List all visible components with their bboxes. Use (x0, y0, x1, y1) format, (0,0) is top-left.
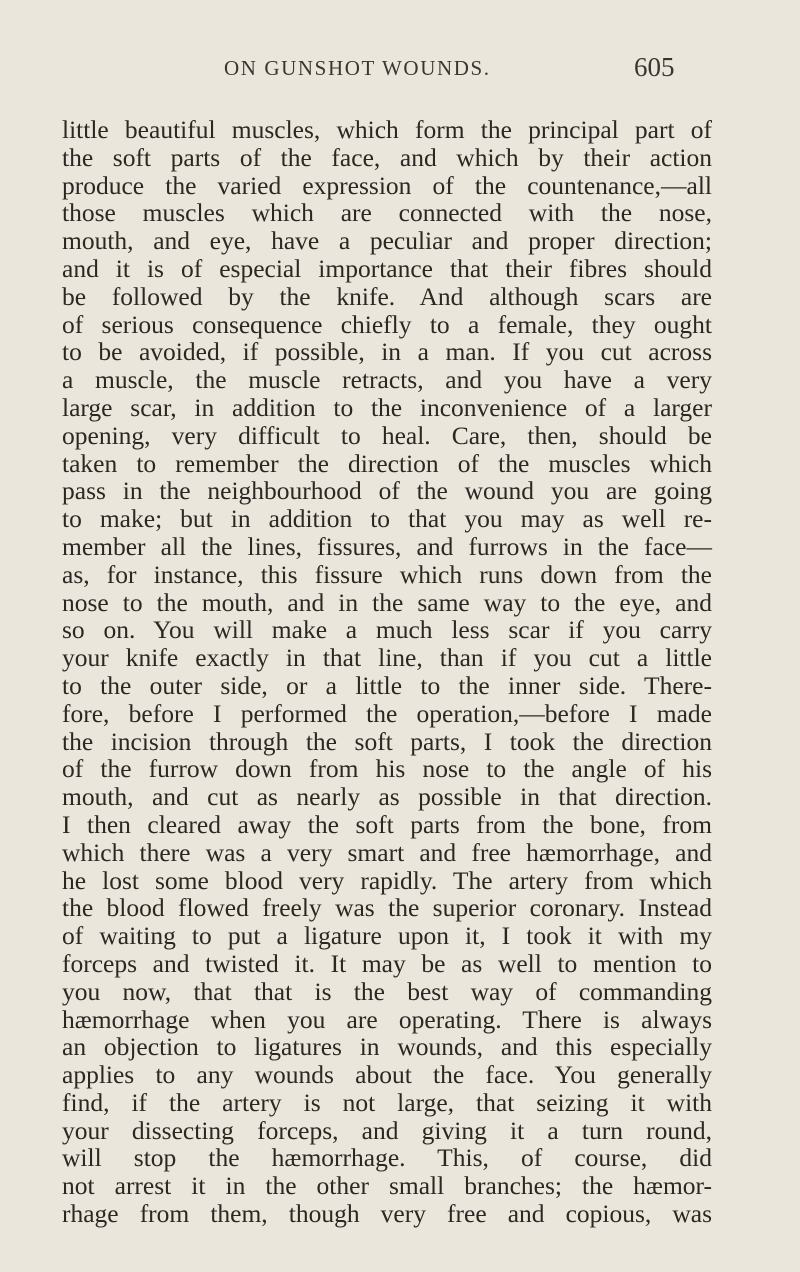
text-line: the incision through the soft parts, I took the direction (62, 726, 712, 756)
text-line: large scar, in addition to the inconvenience of a larger (62, 392, 712, 422)
text-line: those muscles which are connected with the nose, (62, 198, 712, 228)
text-line: rhage from them, though very free and copious, was (62, 1199, 712, 1229)
text-line: member all the lines, fissures, and furrows in the face— (62, 531, 712, 561)
text-line: mouth, and cut as nearly as possible in that direction. (62, 782, 712, 812)
text-line: of serious consequence chiefly to a female, they ought (62, 309, 712, 339)
text-line: which there was a very smart and free hæmorrhage, and (62, 837, 712, 867)
text-line: an objection to ligatures in wounds, and this especially (62, 1032, 712, 1062)
text-line: of the furrow down from his nose to the angle of his (62, 754, 712, 784)
body-text (62, 116, 712, 1228)
text-line: forceps and twisted it. It may be as well to mention to (62, 948, 712, 978)
text-line: he lost some blood very rapidly. The artery from which (62, 865, 712, 895)
text-line: be followed by the knife. And although scars are (62, 281, 712, 311)
text-line: mouth, and eye, have a peculiar and proper direction; (62, 226, 712, 256)
text-line: to the outer side, or a little to the inner side. There- (62, 670, 712, 700)
text-line: you now, that that is the best way of commanding (62, 976, 712, 1006)
text-line: opening, very difficult to heal. Care, then, should be (62, 420, 712, 450)
text-line: nose to the mouth, and in the same way to the eye, and (62, 587, 712, 617)
text-line: hæmorrhage when you are operating. There is always (62, 1004, 712, 1034)
text-line: fore, before I performed the operation,—before I made (62, 698, 712, 728)
text-line: applies to any wounds about the face. You generally (62, 1060, 712, 1090)
text-line: produce the varied expression of the countenance,—all (62, 170, 712, 200)
text-line: a muscle, the muscle retracts, and you have a very (62, 365, 712, 395)
running-title: ON GUNSHOT WOUNDS. (224, 56, 491, 80)
text-line: the soft parts of the face, and which by their action (62, 142, 712, 172)
running-head (0, 52, 800, 92)
text-line: so on. You will make a much less scar if you carry (62, 615, 712, 645)
text-line: pass in the neighbourhood of the wound you are going (62, 476, 712, 506)
text-line: find, if the artery is not large, that seizing it with (62, 1087, 712, 1117)
text-line: I then cleared away the soft parts from the bone, from (62, 809, 712, 839)
page-number: 605 (634, 52, 675, 82)
text-line: your knife exactly in that line, than if you cut a little (62, 643, 712, 673)
text-line: will stop the hæmorrhage. This, of course, did (62, 1143, 712, 1173)
text-line: taken to remember the direction of the muscles which (62, 448, 712, 478)
text-line: your dissecting forceps, and giving it a turn round, (62, 1115, 712, 1145)
text-line: as, for instance, this fissure which runs down from the (62, 559, 712, 589)
text-line: little beautiful muscles, which form the principal part of (62, 115, 712, 144)
text-line: not arrest it in the other small branches; the hæmor- (62, 1171, 712, 1201)
text-line: and it is of especial importance that their fibres should (62, 253, 712, 283)
text-line: the blood flowed freely was the superior coronary. Instead (62, 893, 712, 923)
text-line: to make; but in addition to that you may as well re- (62, 504, 712, 534)
text-line: of waiting to put a ligature upon it, I took it with my (62, 921, 712, 951)
text-line: to be avoided, if possible, in a man. If you cut across (62, 337, 712, 367)
